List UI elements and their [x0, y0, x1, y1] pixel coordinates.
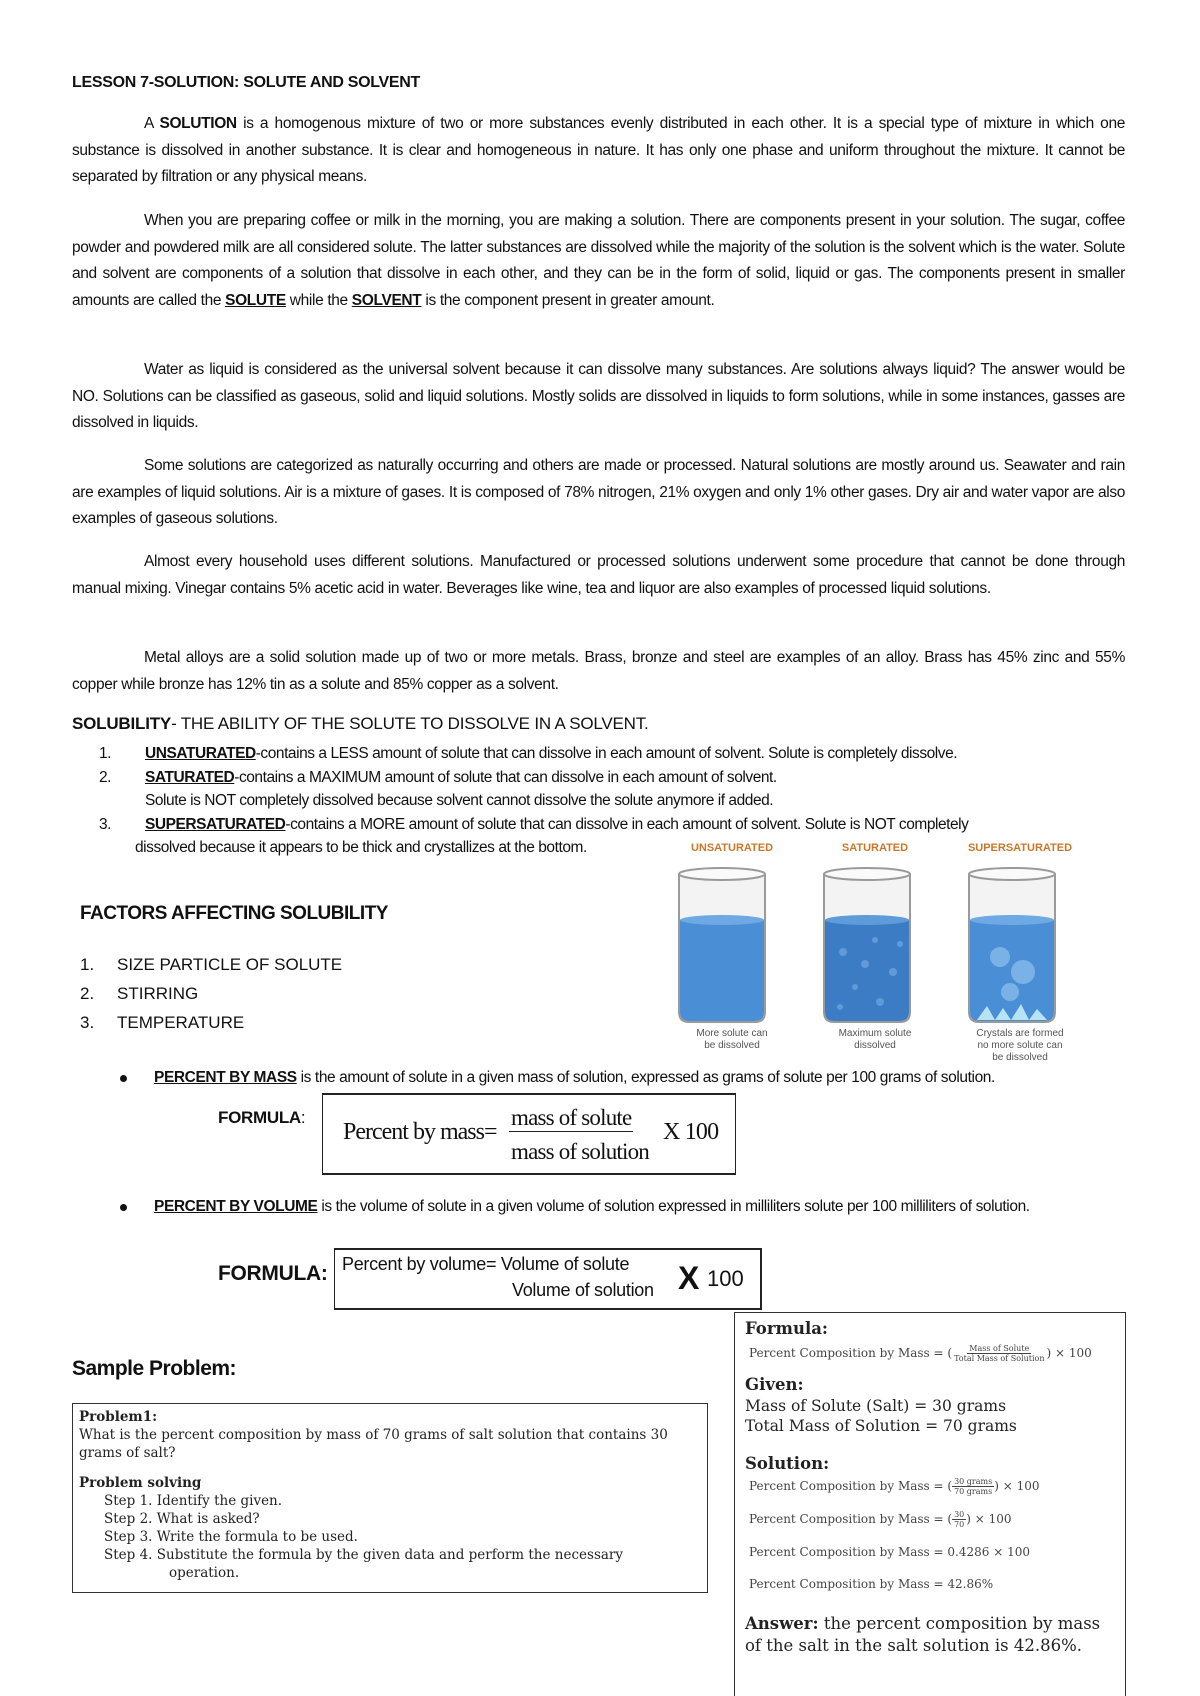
formula-multiplier: X 100 — [663, 1119, 719, 1145]
solution-step: Percent Composition by Mass = ( $\frac{\text{30 grams}}{\text{70 grams}}$ ) × 100 — [749, 1477, 1040, 1496]
description-supersaturated: Crystals are formed no more solute can be dissolved — [976, 1028, 1064, 1063]
formula-denominator: mass of solution — [511, 1139, 649, 1164]
sample-problem-heading: Sample Problem: — [72, 1357, 237, 1380]
answer: Answer: the percent composition by mass of the salt in the salt solution is 42.86%. — [745, 1614, 1101, 1655]
list-item-continuation: Solute is NOT completely dissolved because solvent cannot dissolve the solute anymore if added. — [145, 792, 774, 809]
formula-box-volume — [334, 1248, 762, 1310]
formula-box-mass — [322, 1093, 736, 1175]
list-item: 1. UNSATURATED-contains a LESS amount of solute that can dissolve in each amount of solvent. Solute is completely dissolve. — [99, 745, 958, 762]
beaker-supersaturated — [969, 868, 1055, 1022]
solution-heading: Solution: — [745, 1454, 830, 1473]
paragraph-solution-definition: A SOLUTION is a homogenous mixture of two or more substances evenly distributed in each other. It is a special type of mixture in which one substance is dissolved in another substance. It is clear and homogeneous in nature. It has only one phase and uniform throughout the mixture. It cannot be separated by filtration or any physical means. — [72, 115, 1125, 185]
list-item-continuation: operation. — [169, 1565, 240, 1581]
saturation-beakers-figure — [665, 842, 1085, 1064]
formula-label-mass: FORMULA: — [218, 1108, 306, 1127]
list-item: Step 4. Substitute the formula by the given data and perform the necessary — [104, 1547, 624, 1563]
formula-numerator: mass of solute — [511, 1105, 632, 1130]
problem-title: Problem1: — [79, 1409, 158, 1425]
solution-step: Percent Composition by Mass = 42.86% — [749, 1577, 994, 1591]
beaker-unsaturated — [679, 868, 765, 1022]
caption-supersaturated: SUPERSATURATED — [967, 842, 1073, 854]
paragraph-processed-solutions: Almost every household uses different solutions. Manufactured or processed solutions underwent some procedure that cannot be done through manual mixing. Vinegar contains 5% acetic acid in water. Beverages like wine, tea and liquor are also examples of processed liquid solutions. — [72, 553, 1125, 597]
bullet-icon — [120, 1075, 127, 1082]
given-line: Mass of Solute (Salt) = 30 grams — [745, 1397, 1007, 1415]
list-item: Step 1. Identify the given. — [104, 1493, 283, 1509]
list-item: Step 2. What is asked? — [104, 1511, 260, 1527]
list-item: 1. SIZE PARTICLE OF SOLUTE — [80, 955, 343, 974]
beaker-saturated — [824, 868, 910, 1022]
formula-label-volume: FORMULA: — [218, 1262, 328, 1285]
bullet-percent-by-volume: PERCENT BY VOLUME is the volume of solute in a given volume of solution expressed in milliliters solute per 100 milliliters of solution. — [118, 1195, 1164, 1219]
list-item: 2. STIRRING — [80, 984, 199, 1003]
problem-solving-title: Problem solving — [79, 1475, 202, 1491]
solution-step: Percent Composition by Mass = 0.4286 × 100 — [749, 1545, 1030, 1559]
solution-box — [734, 1312, 1126, 1696]
lesson-title: LESSON 7-SOLUTION: SOLUTE AND SOLVENT — [72, 74, 421, 91]
formula-volume-lhs: Percent by volume= Volume of solute — [342, 1254, 630, 1274]
paragraph-natural-solutions: Some solutions are categorized as naturally occurring and others are made or processed. Natural solutions are mostly around us. Seawater and rain are examples of liquid solutions. Air is a mixture of gases. It is composed of 78% nitrogen, 21% oxygen and only 1% other gases. Dry air and water vapor are also examples of gaseous solutions. — [72, 457, 1125, 527]
description-unsaturated: More solute can be dissolved — [696, 1028, 768, 1051]
problem-box — [72, 1403, 708, 1593]
given-heading: Given: — [745, 1375, 804, 1394]
problem-text: What is the percent composition by mass of 70 grams of salt solution that contains 30 grams of salt? — [79, 1427, 668, 1461]
formula-volume-denominator: Volume of solution — [512, 1280, 654, 1300]
paragraph-metal-alloys: Metal alloys are a solid solution made up of two or more metals. Brass, bronze and steel are examples of an alloy. Brass has 45% zinc and 55% copper while bronze has 12% tin as a solute and 85% copper as a solvent. — [72, 649, 1125, 693]
bullet-icon — [120, 1204, 127, 1211]
list-item-continuation: dissolved because it appears to be thick and crystallizes at the bottom. — [135, 839, 587, 856]
list-item: 3. TEMPERATURE — [80, 1013, 245, 1032]
list-item: 2. SATURATED-contains a MAXIMUM amount of solute that can dissolve in each amount of solvent. — [99, 768, 777, 786]
formula-volume-times: X — [678, 1260, 700, 1296]
beakers-illustration — [665, 862, 1085, 1027]
solubility-heading: SOLUBILITY- THE ABILITY OF THE SOLUTE TO DISSOLVE IN A SOLVENT. — [72, 714, 649, 733]
description-saturated: Maximum solute dissolved — [838, 1028, 912, 1051]
paragraph-coffee-example: When you are preparing coffee or milk in the morning, you are making a solution. There are components present in your solution. The sugar, coffee powder and powdered milk are all considered solute. The latter substances are dissolved while the majority of the solution is the solvent which is the water. Solute and solvent are components of a solution that dissolve in each other, and they can be in the form of solid, liquid or gas. The components present in smaller amounts are called the SOLUTE while the SOLVENT is the component present in greater amount. — [72, 212, 1125, 309]
solution-formula: Percent Composition by Mass = ( $\frac{\text{Mass of Solute}}{\text{Total Mass of Solution}}$ ) × 100 — [749, 1344, 1092, 1363]
solution-step: Percent Composition by Mass = ( $\frac{30}{70}$ ) × 100 — [749, 1510, 1012, 1529]
caption-unsaturated: UNSATURATED — [690, 842, 774, 854]
list-item: Step 3. Write the formula to be used. — [104, 1529, 358, 1545]
paragraph-universal-solvent: Water as liquid is considered as the universal solvent because it can dissolve many substances. Are solutions always liquid? The answer would be NO. Solutions can be classified as gaseous, solid and liquid solutions. Mostly solids are dissolved in liquids to form solutions, while in some instances, gasses are dissolved in liquids. — [72, 361, 1125, 431]
solution-formula-heading: Formula: — [745, 1319, 829, 1338]
bullet-percent-by-mass: PERCENT BY MASS is the amount of solute in a given mass of solution, expressed as grams of solute per 100 grams of solution. — [118, 1066, 1164, 1090]
formula-lhs: Percent by mass= — [343, 1119, 497, 1145]
factors-list — [80, 950, 342, 1037]
factors-heading: FACTORS AFFECTING SOLUBILITY — [80, 903, 388, 924]
given-line: Total Mass of Solution = 70 grams — [745, 1417, 1017, 1435]
formula-volume-hundred: 100 — [707, 1266, 744, 1291]
caption-saturated: SATURATED — [841, 842, 909, 854]
list-item: 3. SUPERSATURATED-contains a MORE amount of solute that can dissolve in each amount of solvent. Solute is NOT completely — [99, 815, 969, 833]
